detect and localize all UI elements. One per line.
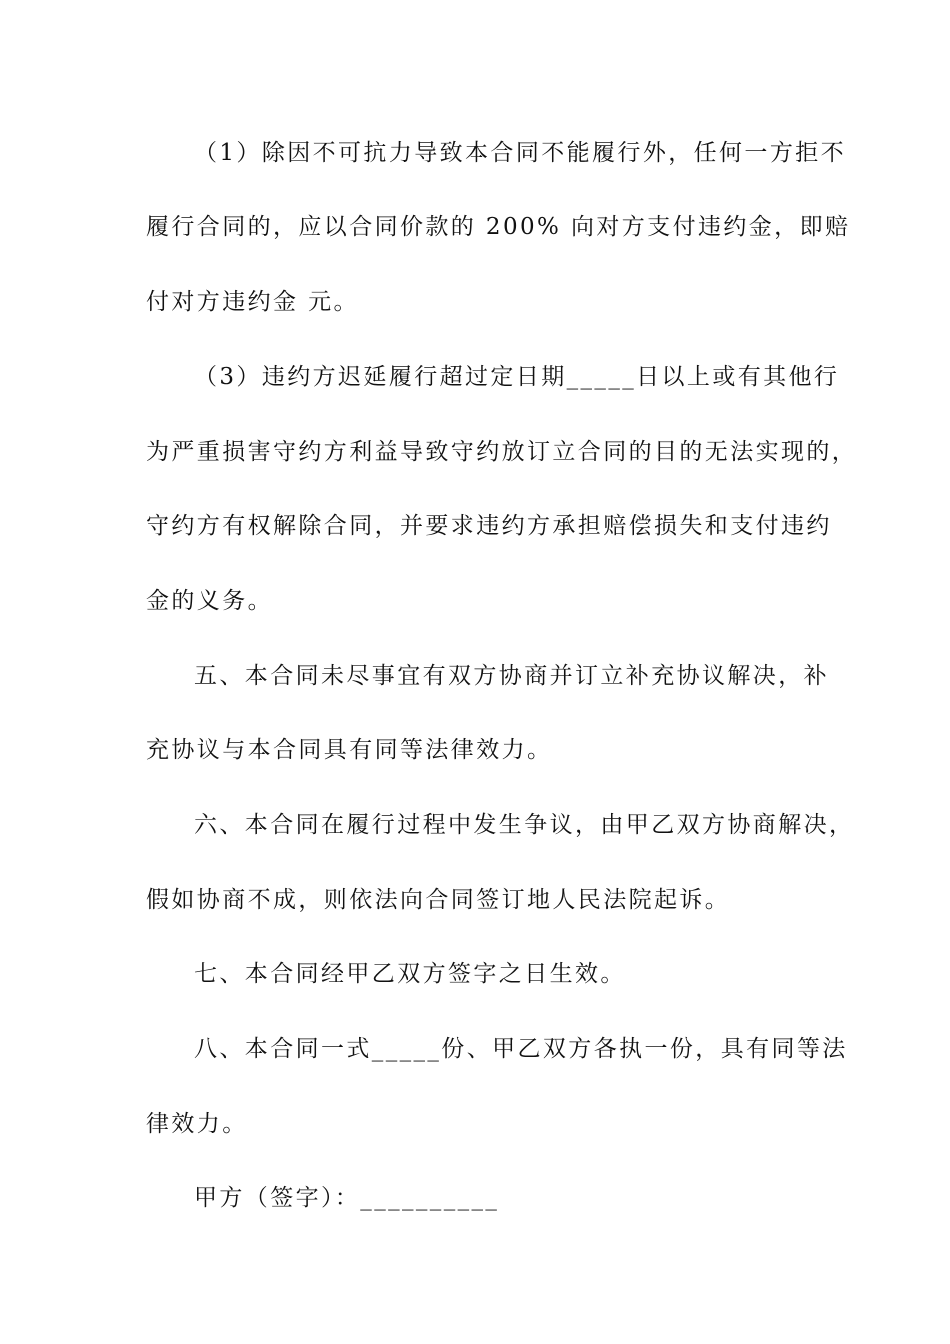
clause-3-1-line-1: （1）除因不可抗力导致本合同不能履行外，任何一方拒不 [194,140,847,166]
clause-5-line-2: 充协议与本合同具有同等法律效力。 [146,737,553,763]
party-a-signature-line: 甲方（签字）：__________ [194,1185,500,1211]
clause-3-1-line-3: 付对方违约金 元。 [146,289,359,315]
clause-3-3-line-1: （3）违约方迟延履行超过定日期_____日以上或有其他行 [194,364,840,390]
clause-8-line-2: 律效力。 [146,1111,248,1137]
clause-6-line-1: 六、本合同在履行过程中发生争议，由甲乙双方协商解决， [194,812,855,838]
clause-8-line-1: 八、本合同一式_____份、甲乙双方各执一份，具有同等法 [194,1036,848,1062]
clause-3-3-line-2: 为严重损害守约方利益导致守约放订立合同的目的无法实现的， [146,439,858,465]
clause-3-1-line-2: 履行合同的，应以合同价款的 200% 向对方支付违约金，即赔 [146,214,851,240]
clause-5-line-1: 五、本合同未尽事宜有双方协商并订立补充协议解决，补 [194,663,829,689]
clause-3-3-line-4: 金的义务。 [146,588,273,614]
clause-3-3-line-3: 守约方有权解除合同，并要求违约方承担赔偿损失和支付违约 [146,513,832,539]
clause-7-line-1: 七、本合同经甲乙双方签字之日生效。 [194,961,626,987]
clause-6-line-2: 假如协商不成，则依法向合同签订地人民法院起诉。 [146,887,731,913]
